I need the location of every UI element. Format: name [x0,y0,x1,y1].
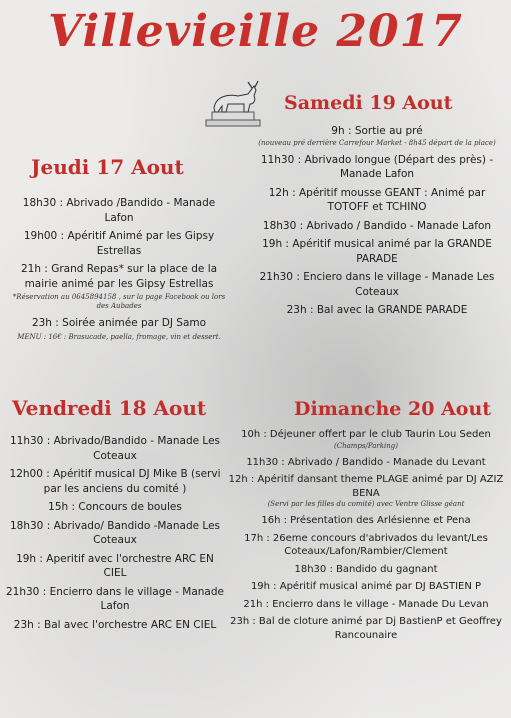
event-item: 11h30 : Abrivado longue (Départ des près) - Manade Lafon [260,153,494,180]
event-item: 17h : 26eme concours d'abrivados du levant/Les Coteaux/Lafon/Rambier/Clement [244,532,488,557]
event-item: 19h : Aperitif avec l'orchestre ARC EN CIEL [16,552,214,579]
event-item: 16h : Présentation des Arlésienne et Pena [261,515,471,526]
event-item: 9h : Sortie au pré [331,125,423,137]
event-item: 18h30 : Bandido du gagnant [294,563,438,575]
event-item: 18h30 : Abrivado / Bandido - Manade Lafon [262,219,492,232]
depart-note: (nouveau pré derrière Carrefour Market - 8h45 départ de la place) [258,138,496,147]
event-item: 11h30 : Abrivado/Bandido - Manade Les Coteaux [9,435,221,462]
event-item: 21h30 : Encierro dans le village - Manade Lafon [5,585,224,612]
day-heading-friday: Vendredi 18 Aout [12,396,207,420]
event-item: 23h : Bal avec la GRANDE PARADE [286,304,468,316]
event-item: 21h : Grand Repas* sur la place de la mairie animé par les Gipsy Estrellas [20,263,218,290]
menu-note: MENU : 16€ : Brasucade, paella, fromage, vin et dessert. [17,332,221,341]
poster-title: Villevieille 2017 [48,6,463,57]
event-item: 19h00 : Apéritif Animé par les Gipsy Estrellas [23,230,215,257]
event-item: 15h : Concours de boules [48,501,182,513]
event-item: 18h30 : Abrivado/ Bandido -Manade Les Coteaux [9,519,221,546]
event-item: 19h : Apéritif musical animé par la GRANDE PARADE [262,238,492,265]
champs-note: (Champs/Parking) [334,441,398,450]
event-item: 23h : Soirée animée par DJ Samo [31,317,207,329]
day-heading-sunday: Dimanche 20 Aout [294,398,492,420]
day-heading-thursday: Jeudi 17 Aout [31,155,184,179]
sunday-schedule [226,428,506,646]
event-item: 11h30 : Abrivado / Bandido - Manade du Levant [246,456,486,468]
saturday-schedule [252,124,502,322]
event-item: 10h : Déjeuner offert par le club Taurin Lou Seden [241,429,491,440]
event-item: 12h : Apéritif dansant theme PLAGE animé par DJ AZIZ BENA [228,474,504,499]
event-item: 21h : Encierro dans le village - Manade Du Levan [243,598,489,610]
event-item: 21h30 : Enciero dans le village - Manade Les Coteaux [259,271,495,298]
event-item: 23h : Bal de cloture animé par Dj BastienP et Geoffrey Rancounaire [230,616,502,641]
event-item: 19h : Apéritif musical animé par DJ BASTIEN P [250,581,482,592]
servi-note: (Servi par les filles du comité) avec Ventre Glisse géant [267,500,465,508]
event-item: 12h00 : Apéritif musical DJ Mike B (servi par les anciens du comité ) [9,468,221,495]
event-item: 12h : Apéritif mousse GEANT : Animé par TOTOFF et TCHINO [268,186,486,213]
day-heading-saturday: Samedi 19 Aout [284,92,453,114]
reservation-note: *Réservation au 0645894158 , sur la page Facebook ou lors des Aubades [12,293,226,310]
friday-schedule [4,434,226,636]
event-item: 23h : Bal avec l'orchestre ARC EN CIEL [13,618,217,631]
thursday-schedule [8,196,230,347]
event-item: 18h30 : Abrivado /Bandido - Manade Lafon [22,197,216,224]
